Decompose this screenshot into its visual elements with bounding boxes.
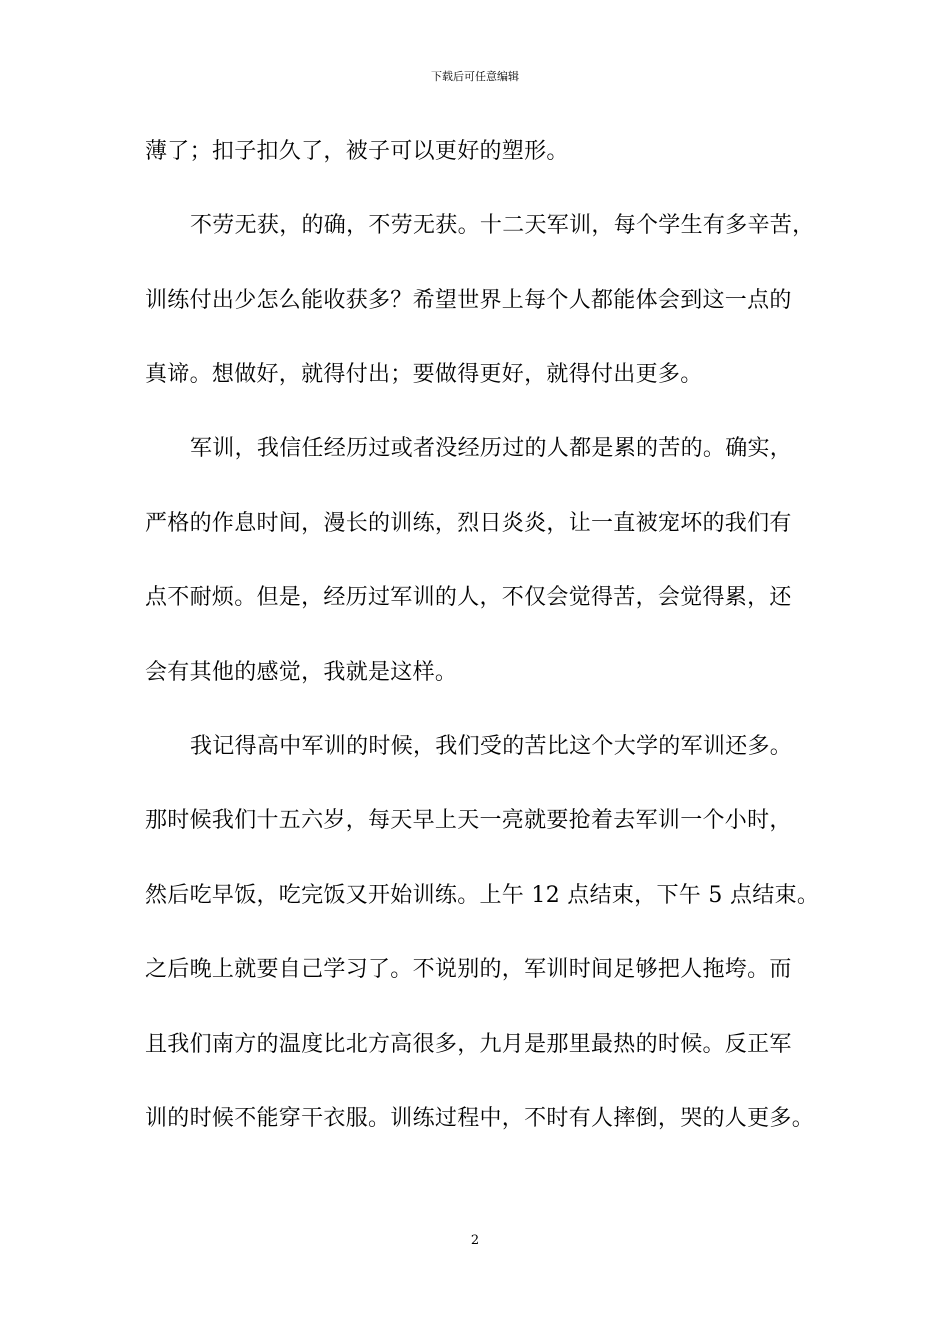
text-line: 会有其他的感觉，我就是这样。 — [145, 660, 458, 685]
page-number: 2 — [470, 1233, 480, 1248]
text-line: 之后晚上就要自己学习了。不说别的，军训时间足够把人拖垮。而 — [145, 957, 792, 982]
text-line: 训的时候不能穿干衣服。训练过程中，不时有人摔倒，哭的人更多。 — [145, 1106, 815, 1131]
paragraph-start-line: 我记得高中军训的时候，我们受的苦比这个大学的军训还多。 — [190, 734, 793, 759]
text-line: 严格的作息时间，漫长的训练，烈日炎炎，让一直被宠坏的我们有 — [145, 511, 792, 536]
paragraph-start-line: 军训，我信任经历过或者没经历过的人都是累的苦的。确实， — [190, 436, 793, 461]
text-line: 薄了；扣子扣久了，被子可以更好的塑形。 — [145, 139, 569, 164]
text-line: 然后吃早饭，吃完饭又开始训练。上午 12 点结束，下午 5 点结束。 — [145, 883, 820, 908]
text-line: 训练付出少怎么能收获多？希望世界上每个人都能体会到这一点的 — [145, 288, 792, 313]
paragraph-start-line: 不劳无获，的确，不劳无获。十二天军训，每个学生有多辛苦， — [190, 213, 815, 238]
text-line: 那时候我们十五六岁，每天早上天一亮就要抢着去军训一个小时， — [145, 808, 792, 833]
page-header: 下载后可任意编辑 — [431, 70, 519, 83]
text-line: 且我们南方的温度比北方高很多，九月是那里最热的时候。反正军 — [145, 1032, 792, 1057]
text-line: 点不耐烦。但是，经历过军训的人，不仅会觉得苦，会觉得累，还 — [145, 585, 792, 610]
text-line: 真谛。想做好，就得付出；要做得更好，就得付出更多。 — [145, 362, 703, 387]
